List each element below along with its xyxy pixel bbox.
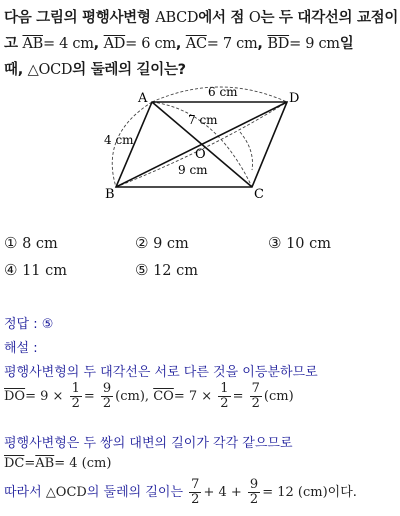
segment-bd-value: = 9 cm bbox=[289, 36, 340, 52]
question-line-1 bbox=[4, 6, 398, 27]
fraction-denominator: 2 bbox=[191, 492, 200, 507]
fraction-seven-halves bbox=[189, 478, 201, 507]
equation-part: + 4 + bbox=[203, 485, 242, 500]
equation-part: = bbox=[24, 456, 36, 471]
answer-line bbox=[4, 313, 53, 332]
fraction-denominator: 2 bbox=[71, 396, 80, 411]
vertex-c-label: C bbox=[254, 187, 264, 200]
question-line-2: 고 $\overline{AB}= 4$ cm, $\overline{AD}= 6$ cm, $\overline{AC}= 7$ cm, $\overline{BD}= 9$ cm일 bbox=[4, 36, 354, 52]
segment-dc: $\overline{DC}$ bbox=[4, 456, 25, 471]
choice-number: ③ bbox=[268, 234, 282, 252]
fraction-seven-halves bbox=[250, 382, 262, 411]
explanation-label bbox=[4, 337, 38, 356]
equation-part: = 9 × bbox=[25, 389, 64, 404]
segment-ab-value: = 4 cm bbox=[43, 36, 94, 52]
choice-5[interactable] bbox=[135, 261, 198, 279]
solution-text: 평행사변형의 두 대각선은 서로 다른 것을 이등분하므로 bbox=[4, 365, 318, 380]
choice-1[interactable] bbox=[4, 234, 58, 252]
question-text: 다음 그림의 평행사변형 bbox=[4, 10, 156, 26]
answer-label: 정답 : bbox=[4, 317, 42, 332]
answer-value: ⑤ bbox=[41, 317, 54, 332]
choice-number: ① bbox=[4, 234, 18, 252]
length-ab-label: 4 cm bbox=[104, 133, 134, 147]
choice-4[interactable] bbox=[4, 261, 67, 279]
length-ac-label: 7 cm bbox=[188, 113, 218, 127]
solution-text: 따라서 bbox=[4, 485, 46, 500]
point-o-label: O bbox=[195, 147, 206, 162]
fraction-numerator: 9 bbox=[249, 477, 259, 492]
fraction-one-half bbox=[218, 382, 230, 411]
choice-value: 12 cm bbox=[153, 263, 198, 279]
segment-ac: $\overline{AC}$ bbox=[185, 36, 207, 52]
explanation-label-text: 해설 : bbox=[4, 341, 38, 356]
choice-number: ④ bbox=[4, 261, 18, 279]
choice-2[interactable] bbox=[135, 234, 189, 252]
length-ad-label: 6 cm bbox=[208, 85, 238, 99]
question-text: 일 bbox=[339, 36, 354, 52]
segment-co: $\overline{CO}$ bbox=[153, 389, 174, 404]
equation-part: = bbox=[232, 389, 244, 404]
segment-ab: $\overline{AB}$ bbox=[35, 456, 55, 471]
fraction-numerator: 7 bbox=[251, 381, 260, 396]
parallelogram-name: ABCD bbox=[155, 10, 199, 26]
length-bd-label: 9 cm bbox=[178, 163, 208, 177]
segment-ac-value: = 7 cm bbox=[206, 36, 258, 52]
parallelogram-figure bbox=[0, 80, 400, 200]
dashed-arc-right bbox=[240, 132, 253, 170]
fraction-nine-halves bbox=[248, 478, 260, 507]
solution-step-3 bbox=[4, 432, 293, 451]
question-text: 의 둘레의 길이는? bbox=[72, 62, 186, 78]
segment-ad: $\overline{AD}$ bbox=[103, 36, 126, 52]
fraction-denominator: 2 bbox=[220, 396, 229, 411]
solution-text: 의 둘레의 길이는 bbox=[86, 485, 184, 500]
segment-do: $\overline{DO}$ bbox=[4, 389, 26, 404]
equation-part: = 7 × bbox=[173, 389, 213, 404]
fraction-numerator: 9 bbox=[102, 381, 112, 396]
vertex-b-label: B bbox=[105, 187, 115, 200]
question-text: 때, bbox=[4, 62, 28, 78]
solution-step-1 bbox=[4, 361, 318, 380]
question-line-3 bbox=[4, 58, 186, 79]
equation-part: = bbox=[83, 389, 95, 404]
segment-ad-value: = 6 cm bbox=[125, 36, 176, 52]
choice-value: 9 cm bbox=[153, 236, 189, 252]
solution-text: 평행사변형은 두 쌍의 대변의 길이가 각각 같으므로 bbox=[4, 436, 293, 451]
question-text: 고 bbox=[4, 36, 23, 52]
question-text: 에서 점 bbox=[198, 10, 249, 26]
fraction-numerator: 1 bbox=[220, 381, 229, 396]
fraction-denominator: 2 bbox=[249, 492, 259, 507]
segment-bd: $\overline{BD}$ bbox=[267, 36, 290, 52]
segment-ab: $\overline{AB}$ bbox=[22, 36, 43, 52]
fraction-denominator: 2 bbox=[251, 396, 260, 411]
equation-part: (cm), bbox=[115, 389, 150, 404]
fraction-nine-halves bbox=[101, 382, 113, 411]
solution-text: 이다. bbox=[327, 485, 357, 500]
vertex-a-label: A bbox=[138, 91, 148, 106]
choice-value: 10 cm bbox=[286, 236, 331, 252]
fraction-one-half bbox=[70, 382, 82, 411]
equation-part: = 12 (cm) bbox=[262, 485, 328, 500]
choice-3[interactable] bbox=[268, 234, 331, 252]
choice-value: 8 cm bbox=[22, 236, 58, 252]
equation-part: = 4 (cm) bbox=[54, 456, 112, 471]
question-text: 는 두 대각선의 교점이 bbox=[260, 10, 399, 26]
triangle-ocd: △OCD bbox=[45, 485, 87, 500]
fraction-numerator: 7 bbox=[191, 477, 200, 492]
triangle-ocd: △OCD bbox=[27, 62, 73, 78]
choice-number: ⑤ bbox=[135, 261, 149, 279]
solution-step-4 bbox=[4, 456, 111, 471]
solution-step-2 bbox=[4, 382, 294, 411]
point-o-label: O bbox=[248, 10, 261, 26]
vertex-d-label: D bbox=[289, 91, 300, 106]
equation-part: (cm) bbox=[263, 389, 294, 404]
solution-step-5 bbox=[4, 478, 357, 507]
fraction-denominator: 2 bbox=[102, 396, 112, 411]
choice-number: ② bbox=[135, 234, 149, 252]
choice-value: 11 cm bbox=[22, 263, 67, 279]
fraction-numerator: 1 bbox=[71, 381, 80, 396]
